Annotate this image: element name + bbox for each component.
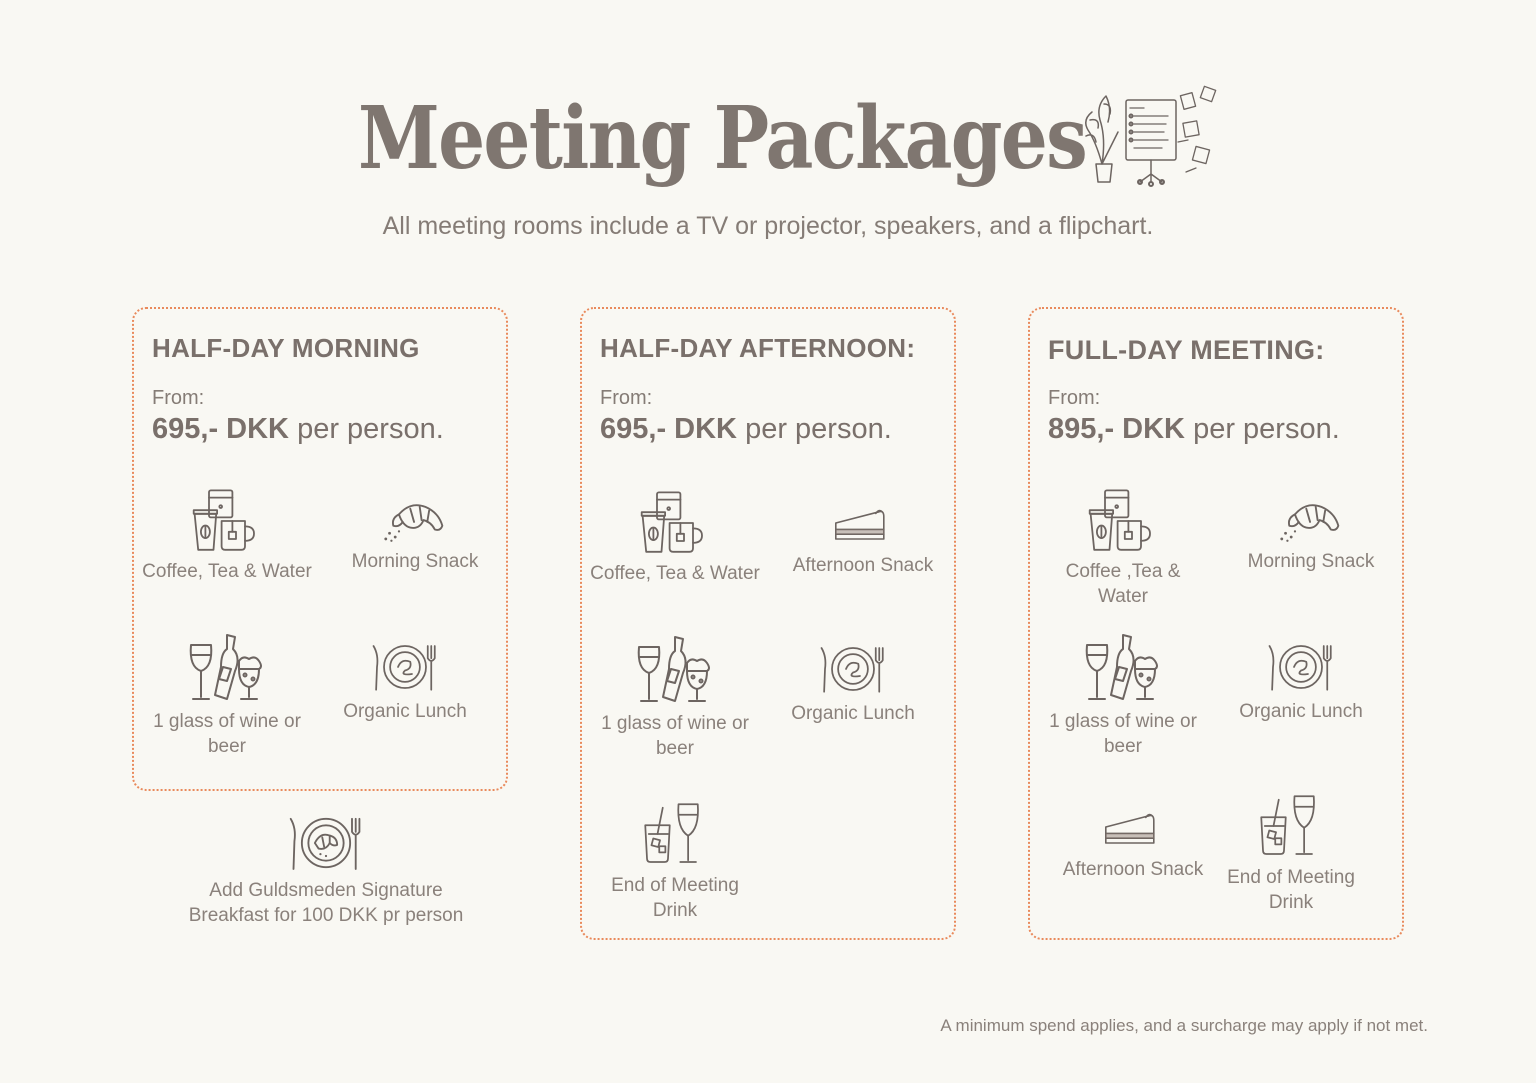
item-label: Organic Lunch: [791, 703, 915, 724]
lunch-plate-icon: [818, 641, 888, 697]
package-item: [1048, 809, 1218, 882]
coffee-tea-water-icon: [1087, 487, 1159, 555]
package-item: [1206, 791, 1376, 915]
wine-beer-icon: [187, 631, 267, 705]
price-amount: 695,- DKK: [600, 413, 737, 445]
item-label: Afternoon Snack: [792, 555, 934, 576]
item-label: Organic Lunch: [343, 701, 467, 722]
coffee-tea-water-icon: [639, 489, 711, 557]
drinks-icon: [1256, 791, 1326, 861]
package-item: [778, 505, 948, 578]
wine-beer-icon: [635, 633, 715, 707]
cake-slice-icon: [831, 505, 895, 549]
item-label: Coffee ,Tea & Water: [1065, 561, 1181, 607]
from-label: From:: [152, 387, 205, 409]
item-label: 1 glass of wine or beer: [153, 711, 301, 757]
item-label: Organic Lunch: [1239, 701, 1363, 722]
package-card-full-day: [1028, 307, 1404, 940]
price: [600, 413, 892, 446]
croissant-icon: [1278, 497, 1344, 545]
lunch-plate-icon: [370, 639, 440, 695]
lunch-plate-icon: [1266, 639, 1336, 695]
meeting-illustration-icon: [1078, 82, 1222, 190]
card-title: HALF-DAY MORNING: [152, 333, 420, 363]
package-item: [590, 799, 760, 923]
from-label: From:: [600, 387, 653, 409]
package-item: [142, 631, 312, 759]
item-label: 1 glass of wine or beer: [1049, 711, 1197, 757]
package-item: [320, 639, 490, 724]
price-amount: 895,- DKK: [1048, 413, 1185, 445]
package-item: [1216, 639, 1386, 724]
item-label: End of Meeting Drink: [611, 875, 739, 921]
item-label: Afternoon Snack: [1062, 859, 1204, 880]
page-subtitle: All meeting rooms include a TV or projector, speakers, and a flipchart.: [382, 212, 1154, 240]
card-title: HALF-DAY AFTERNOON:: [600, 333, 916, 363]
package-item: [1038, 487, 1208, 609]
price-suffix: per person.: [745, 413, 892, 445]
item-label: Coffee, Tea & Water: [142, 561, 312, 582]
package-item: [1038, 631, 1208, 759]
price-suffix: per person.: [1193, 413, 1340, 445]
wine-beer-icon: [1083, 631, 1163, 705]
price-suffix: per person.: [297, 413, 444, 445]
package-card-half-day-afternoon: [580, 307, 956, 940]
breakfast-addon: [168, 812, 484, 928]
item-label: End of Meeting Drink: [1227, 867, 1355, 913]
breakfast-plate-icon: [287, 812, 365, 874]
cake-slice-icon: [1101, 809, 1165, 853]
price-amount: 695,- DKK: [152, 413, 289, 445]
drinks-icon: [640, 799, 710, 869]
package-card-half-day-morning: [132, 307, 508, 791]
price: [152, 413, 444, 446]
package-item: [768, 641, 938, 726]
package-item: [590, 633, 760, 761]
from-label: From:: [1048, 387, 1101, 409]
page-title: Meeting Packages: [357, 88, 1087, 189]
package-item: [1226, 497, 1396, 574]
item-label: Coffee, Tea & Water: [590, 563, 760, 584]
package-item: [330, 497, 500, 574]
croissant-icon: [382, 497, 448, 545]
package-item: [590, 489, 760, 586]
item-label: Morning Snack: [1247, 551, 1375, 572]
coffee-tea-water-icon: [191, 487, 263, 555]
addon-label: Add Guldsmeden Signature Breakfast for 100 DKK pr person: [188, 880, 464, 926]
card-title: FULL-DAY MEETING:: [1048, 335, 1325, 365]
footnote: A minimum spend applies, and a surcharge may apply if not met.: [940, 1016, 1428, 1035]
package-item: [142, 487, 312, 584]
item-label: Morning Snack: [351, 551, 479, 572]
item-label: 1 glass of wine or beer: [601, 713, 749, 759]
price: [1048, 413, 1340, 446]
